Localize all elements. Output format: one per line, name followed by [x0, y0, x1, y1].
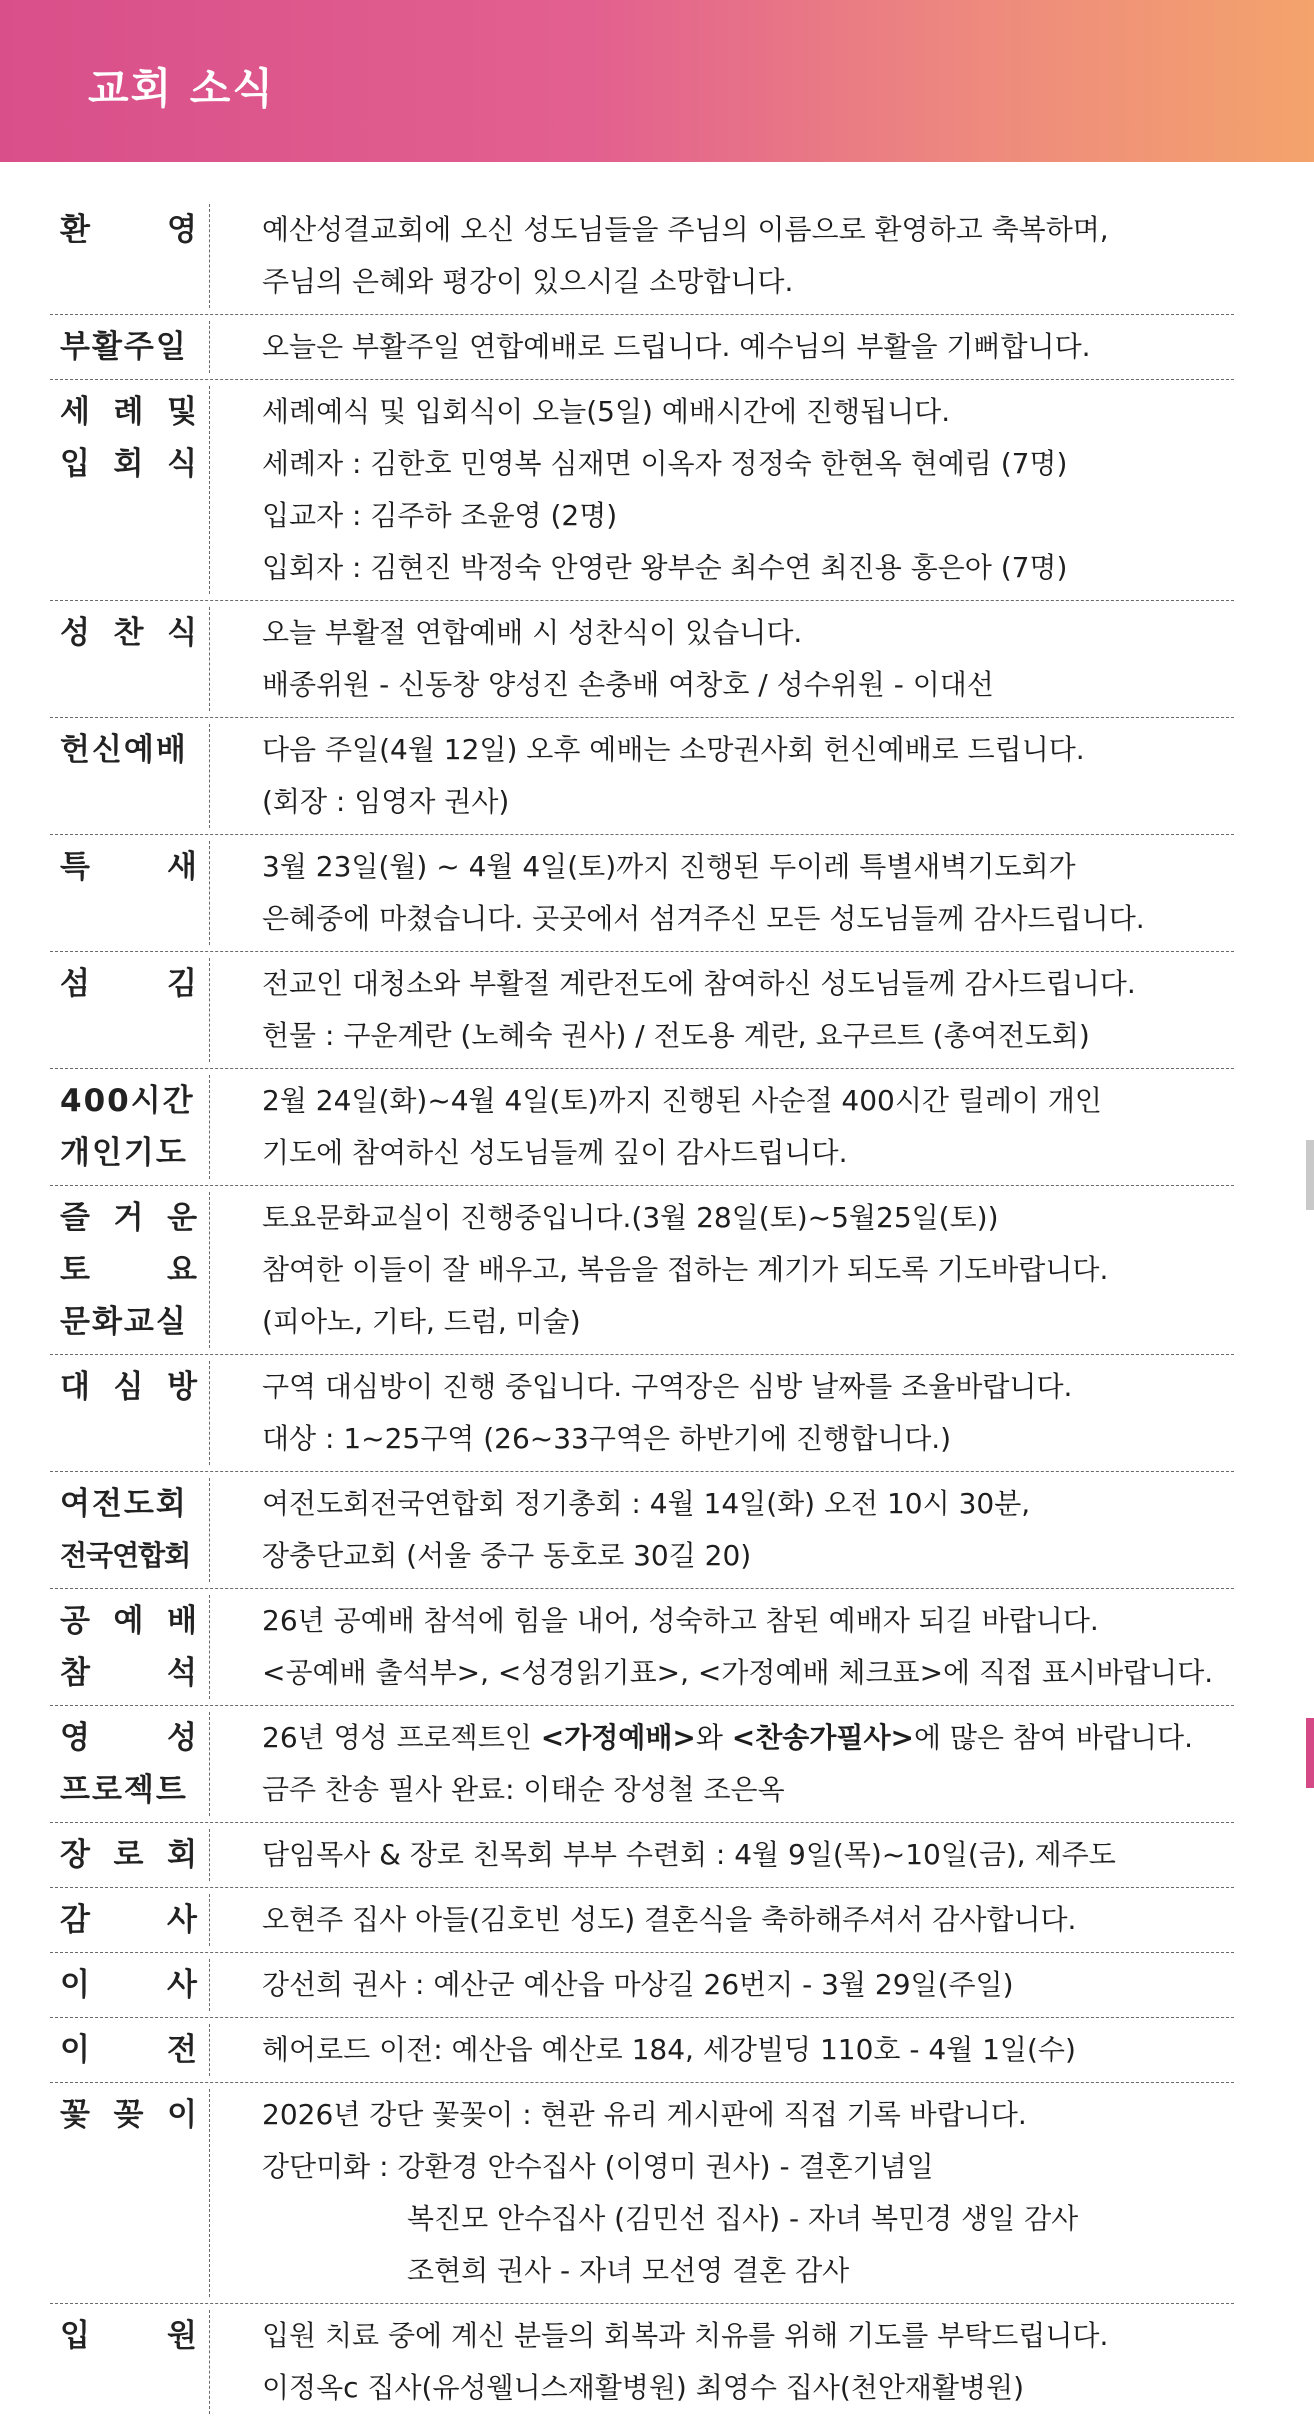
row-label: 특 새 [50, 841, 210, 945]
row-label: 섬 김 [50, 958, 210, 1062]
side-edge-mark-pink [1306, 1718, 1314, 1788]
row-label: 여전도회 전국연합회 [50, 1478, 210, 1582]
row-label: 성 찬 식 [50, 607, 210, 711]
news-row-welcome [50, 198, 1234, 315]
row-label: 부활주일 [50, 321, 210, 373]
row-content: 2월 24일(화)~4월 4일(토)까지 진행된 사순절 400시간 릴레이 개인 기도에 참여하신 성도님들께 깊이 감사드립니다. [262, 1084, 1102, 1169]
news-row-moving [50, 1953, 1234, 2018]
row-label: 공 예 배 참 석 [50, 1595, 210, 1699]
row-label: 감 사 [50, 1894, 210, 1946]
news-row-easter [50, 315, 1234, 380]
news-row-women [50, 1472, 1234, 1589]
news-row-baptism [50, 380, 1234, 601]
row-content: 오늘은 부활주일 연합예배로 드립니다. 예수님의 부활을 기뻐합니다. [262, 330, 1091, 363]
row-content: 2026년 강단 꽃꽂이 : 현관 유리 게시판에 직접 기록 바랍니다. 강단미화 : 강환경 안수집사 (이영미 권사) - 결혼기념일 복진모 안수집사 (김민선 집사) - 자녀 복민경 생일 감사 조현희 권사 - 자녀 모선영 결혼 감사 [262, 2098, 1079, 2287]
side-edge-mark [1306, 1140, 1314, 1210]
row-label: 이 전 [50, 2024, 210, 2076]
news-row-hospital [50, 2304, 1234, 2420]
row-content: 3월 23일(월) ~ 4월 4일(토)까지 진행된 두이레 특별새벽기도회가 은혜중에 마쳤습니다. 곳곳에서 섬겨주신 모든 성도님들께 감사드립니다. [262, 850, 1145, 935]
row-content: 오늘 부활절 연합예배 시 성찬식이 있습니다. 배종위원 - 신동창 양성진 손충배 여창호 / 성수위원 - 이대선 [262, 616, 994, 701]
news-row-spiritual-project [50, 1706, 1234, 1823]
emphasis-family-worship: <가정예배> [540, 1721, 696, 1754]
page-title: 교회 소식 [88, 64, 275, 113]
row-content: 다음 주일(4월 12일) 오후 예배는 소망권사회 헌신예배로 드립니다. (회장 : 임영자 권사) [262, 733, 1085, 818]
row-content: 입원 치료 중에 계신 분들의 회복과 치유를 위해 기도를 부탁드립니다. 이정옥c 집사(유성웰니스재활병원) 최영수 집사(천안재활병원) [262, 2319, 1109, 2404]
news-row-relocation [50, 2018, 1234, 2083]
row-content: 예산성결교회에 오신 성도님들을 주님의 이름으로 환영하고 축복하며, 주님의 은혜와 평강이 있으시길 소망합니다. [262, 213, 1109, 298]
news-row-special-dawn [50, 835, 1234, 952]
news-row-worship-attendance [50, 1589, 1234, 1706]
row-label: 입 원 [50, 2310, 210, 2414]
row-label: 세 례 및 입 회 식 [50, 386, 210, 594]
news-table [50, 198, 1234, 2420]
row-label: 헌신예배 [50, 724, 210, 828]
row-content: 오현주 집사 아들(김호빈 성도) 결혼식을 축하해주셔서 감사합니다. [262, 1903, 1077, 1936]
news-row-flowers [50, 2083, 1234, 2304]
news-row-dedication [50, 718, 1234, 835]
row-content: 전교인 대청소와 부활절 계란전도에 참여하신 성도님들께 감사드립니다. 헌물 : 구운계란 (노혜숙 권사) / 전도용 계란, 요구르트 (총여전도회) [262, 967, 1136, 1052]
row-label: 400시간 개인기도 [50, 1075, 210, 1179]
row-content: 26년 공예배 참석에 힘을 내어, 성숙하고 참된 예배자 되길 바랍니다. <공예배 출석부>, <성경읽기표>, <가정예배 체크표>에 직접 표시바랍니다. [262, 1604, 1214, 1689]
news-row-communion [50, 601, 1234, 718]
row-content: 강선희 권사 : 예산군 예산읍 마상길 26번지 - 3월 29일(주일) [262, 1968, 1014, 2001]
emphasis-hymn-copy: <찬송가필사> [731, 1721, 914, 1754]
news-row-thanks [50, 1888, 1234, 1953]
news-row-prayer400 [50, 1069, 1234, 1186]
row-content: 토요문화교실이 진행중입니다.(3월 28일(토)~5월25일(토)) 참여한 이들이 잘 배우고, 복음을 접하는 계기가 되도록 기도바랍니다. (피아노, 기타, 드럼, 미술) [262, 1201, 1109, 1338]
row-label: 즐 거 운 토 요 문화교실 [50, 1192, 210, 1348]
row-content: 헤어로드 이전: 예산읍 예산로 184, 세강빌딩 110호 - 4월 1일(수) [262, 2033, 1076, 2066]
row-label: 장 로 회 [50, 1829, 210, 1881]
row-label: 환 영 [50, 204, 210, 308]
row-label: 대 심 방 [50, 1361, 210, 1465]
news-row-visitation [50, 1355, 1234, 1472]
row-content: 구역 대심방이 진행 중입니다. 구역장은 심방 날짜를 조율바랍니다. 대상 : 1~25구역 (26~33구역은 하반기에 진행합니다.) [262, 1370, 1073, 1455]
header-banner [0, 0, 1314, 162]
news-row-elders [50, 1823, 1234, 1888]
row-content: 세례예식 및 입회식이 오늘(5일) 예배시간에 진행됩니다. 세례자 : 김한호 민영복 심재면 이옥자 정정숙 한현옥 현예림 (7명) 입교자 : 김주하 조윤영 (2명) 입회자 : 김현진 박정숙 안영란 왕부순 최수연 최진용 홍은아 (7명) [262, 395, 1068, 584]
row-content: 담임목사 & 장로 친목회 부부 수련회 : 4월 9일(목)~10일(금), 제주도 [262, 1838, 1116, 1871]
row-content: 여전도회전국연합회 정기총회 : 4월 14일(화) 오전 10시 30분, 장충단교회 (서울 중구 동호로 30길 20) [262, 1487, 1031, 1572]
row-label: 꽃 꽂 이 [50, 2089, 210, 2297]
news-row-service [50, 952, 1234, 1069]
row-label: 영 성 프로젝트 [50, 1712, 210, 1816]
row-label: 이 사 [50, 1959, 210, 2011]
news-row-saturday-class [50, 1186, 1234, 1355]
row-content: 26년 영성 프로젝트인 <가정예배>와 <찬송가필사>에 많은 참여 바랍니다. 금주 찬송 필사 완료: 이태순 장성철 조은옥 [262, 1721, 1194, 1806]
